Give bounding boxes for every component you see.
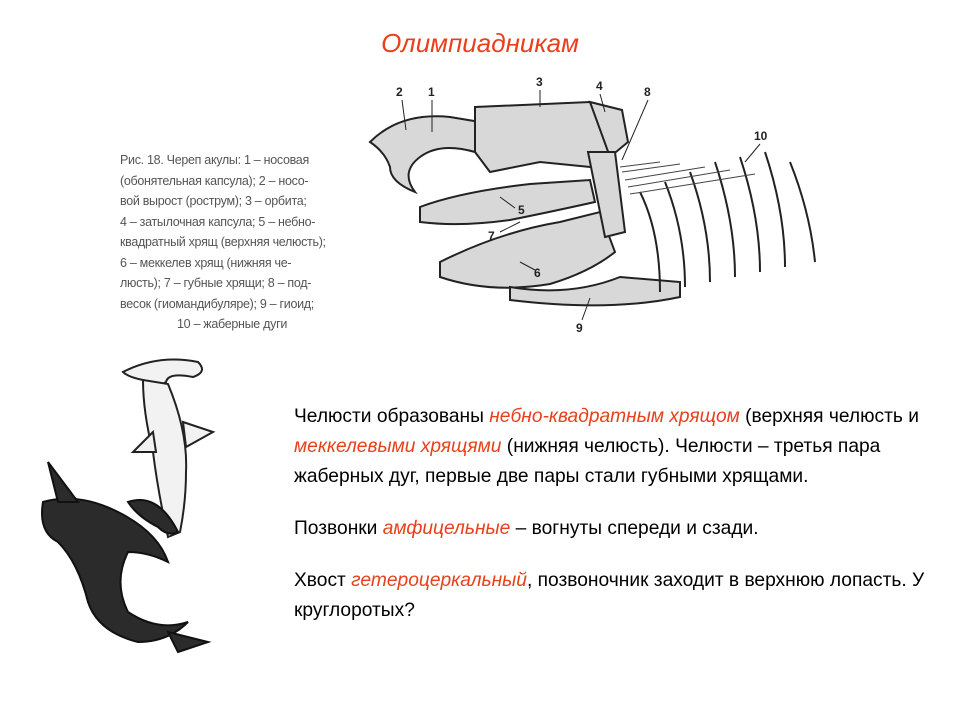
caption-line: вой вырост (рострум); 3 – орбита; (120, 194, 307, 208)
hammerhead-sharks-illustration (18, 352, 218, 672)
highlight-term: амфицельные (382, 518, 511, 539)
caption-line: 6 – меккелев хрящ (нижняя че- (120, 255, 292, 270)
label-4: 4 (596, 79, 603, 93)
gill-arch (740, 157, 760, 272)
label-7: 7 (488, 229, 495, 243)
body-text (294, 402, 934, 648)
gill-arch (640, 192, 660, 292)
gill-arch (690, 172, 710, 282)
figure-caption (120, 150, 344, 335)
shark-dark-tail (168, 632, 208, 652)
caption-line: Рис. 18. Череп акулы: 1 – носовая (120, 153, 309, 167)
highlight-term: гетероцеркальный (351, 570, 527, 591)
shark-light-fin (133, 432, 156, 452)
caption-line: квадратный хрящ (верхняя челюсть); (120, 235, 326, 249)
label-3: 3 (536, 75, 543, 89)
highlight-term: небно-квадратным хрящом (489, 406, 740, 427)
slide-title: Олимпиадникам (381, 28, 579, 58)
label-2: 2 (396, 85, 403, 99)
caption-line: весок (гиомандибуляре); 9 – гиоид; (120, 296, 314, 311)
shark-dark-dorsal-fin (48, 462, 78, 502)
label-10: 10 (754, 129, 768, 143)
caption-line: 10 – жаберные дуги (176, 317, 288, 331)
shark-light-fin (183, 422, 213, 447)
label-1: 1 (428, 85, 435, 99)
gill-arch (665, 182, 685, 287)
label-8: 8 (644, 85, 651, 99)
caption-line: 4 – затылочная капсула; 5 – небно- (120, 214, 316, 229)
paragraph-jaws: Челюсти образованы небно-квадратным хрящом (верхняя челюсть и меккелевыми хрящями (нижняя челюсть). Челюсти – третья пара жаберных дуг, первые две пары стали губными хрящами. (294, 406, 919, 487)
caption-line: (обонятельная капсула); 2 – носо- (120, 173, 309, 188)
label-5: 5 (518, 203, 525, 217)
highlight-term: меккелевыми хрящями (294, 436, 502, 457)
gill-arch (765, 152, 785, 267)
paragraph-tail: Хвост гетероцеркальный, позвоночник заходит в верхнюю лопасть. У круглоротых? (294, 570, 925, 621)
rostrum-shape (370, 116, 480, 192)
label-6: 6 (534, 266, 541, 280)
gill-arch (790, 162, 815, 262)
shark-skull-illustration (360, 72, 840, 342)
caption-line: люсть); 7 – губные хрящи; 8 – под- (120, 276, 312, 290)
label-9: 9 (576, 321, 583, 335)
paragraph-vertebrae: Позвонки амфицельные – вогнуты спереди и сзади. (294, 518, 759, 539)
